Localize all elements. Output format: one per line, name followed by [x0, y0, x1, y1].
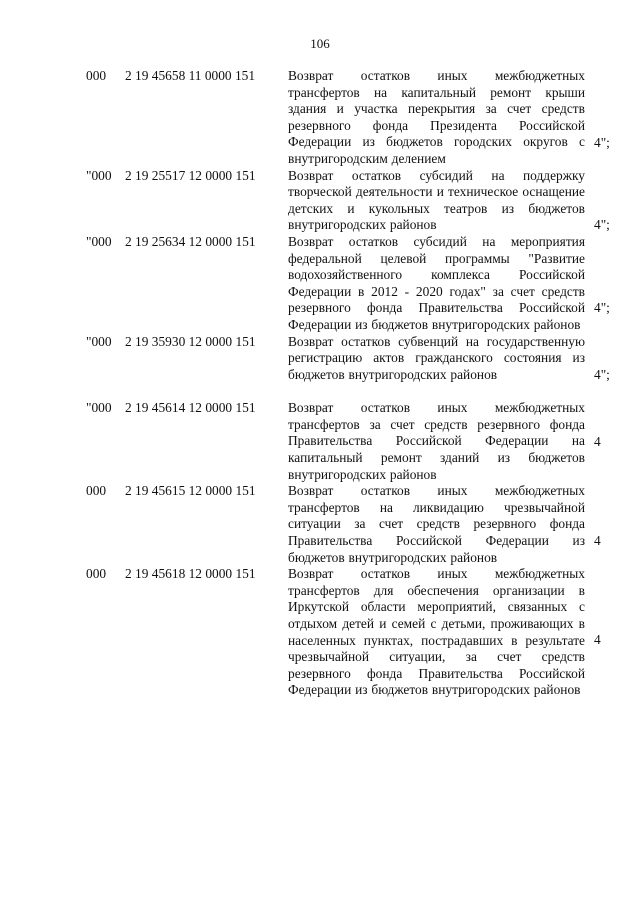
budget-level: 4 [594, 433, 601, 449]
budget-code-table [0, 68, 640, 699]
budget-classification-code: 2 19 25517 12 0000 151 [125, 167, 256, 183]
income-description: Возврат остатков субсидий на мероприятия федеральной целевой программы "Развитие водохозяйственного комплекса Российской Федерации в 2012 - 2020 годах" за счет средств резервного фонда Правительства Российской Федерации из бюджетов внутригородских районов [288, 233, 585, 332]
income-description: Возврат остатков иных межбюджетных трансфертов на капитальный ремонт крыши здания и участка перекрытия за счет средств резервного фонда Президента Российской Федерации из бюджетов городских округов с внутригородским делением [288, 68, 585, 166]
page-number: 106 [310, 36, 330, 51]
admin-code: 000 [86, 566, 107, 582]
table-row [0, 234, 640, 334]
table-row [0, 68, 640, 168]
budget-level: 4 [594, 632, 601, 648]
budget-classification-code: 2 19 25634 12 0000 151 [125, 233, 256, 249]
income-description: Возврат остатков субсидий на поддержку творческой деятельности и техническое оснащение детских и кукольных театров из бюджетов внутригородских районов [288, 167, 585, 233]
admin-code: 000 [86, 68, 107, 83]
budget-level: 4 [594, 532, 601, 548]
income-description: Возврат остатков иных межбюджетных трансфертов на ликвидацию чрезвычайной ситуации за счет средств резервного фонда Правительства Российской Федерации из бюджетов внутригородских районов [288, 483, 585, 565]
budget-classification-code: 2 19 45614 12 0000 151 [125, 400, 256, 416]
admin-code: "000 [86, 233, 112, 249]
admin-code: "000 [86, 400, 112, 416]
budget-level: 4"; [594, 366, 610, 382]
admin-code: 000 [86, 483, 107, 499]
admin-code: "000 [86, 333, 112, 349]
budget-classification-code: 2 19 45658 11 0000 151 [125, 68, 256, 83]
budget-classification-code: 2 19 35930 12 0000 151 [125, 333, 256, 349]
income-description: Возврат остатков иных межбюджетных трансфертов для обеспечения организации в Иркутской области мероприятий, связанных с отдыхом детей и семей с детьми, проживающих в населенных пунктах, пострадавших в результате чрезвычайной ситуации, за счет средств резервного фонда Правительства Российской Федерации из бюджетов внутригородских районов [288, 566, 585, 698]
table-row [0, 400, 640, 483]
table-row [0, 168, 640, 234]
budget-level: 4"; [594, 217, 610, 233]
budget-classification-code: 2 19 45618 12 0000 151 [125, 566, 256, 582]
budget-classification-code: 2 19 45615 12 0000 151 [125, 483, 256, 499]
table-row [0, 483, 640, 566]
income-description: Возврат остатков субвенций на государственную регистрацию актов гражданского состояния из бюджетов внутригородских районов [288, 333, 585, 382]
table-row [0, 334, 640, 384]
budget-level: 4"; [594, 134, 610, 150]
income-description: Возврат остатков иных межбюджетных трансфертов за счет средств резервного фонда Правительства Российской Федерации на капитальный ремонт зданий из бюджетов внутригородских районов [288, 400, 585, 482]
table-row [0, 566, 640, 699]
admin-code: "000 [86, 167, 112, 183]
budget-level: 4"; [594, 299, 610, 315]
